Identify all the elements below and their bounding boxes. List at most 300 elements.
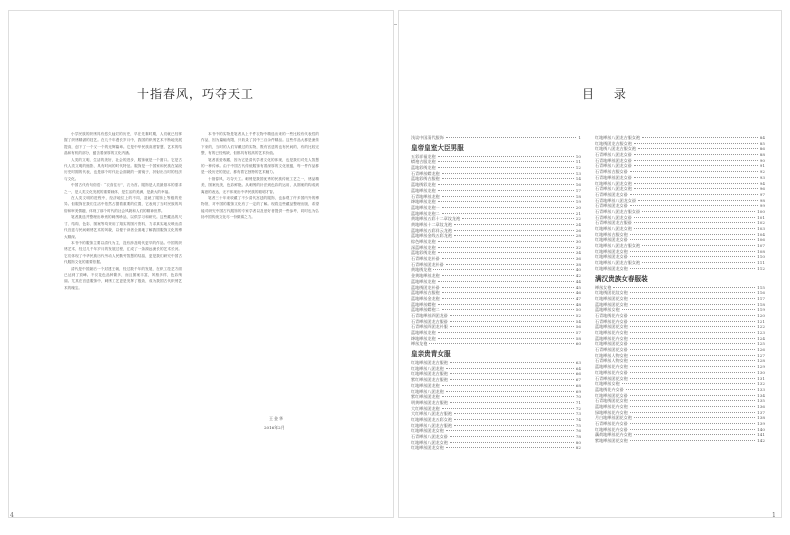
dot-leader (634, 417, 755, 418)
preface-paragraph: 十指春风，巧夺天工。刺绣是我国优秀的民族传统工艺之一，绣品精美，图案优美，色彩鲜艳。从刺绣的针法到色彩的运用，从图案的构成到寓意的表达，无不体现出中华民族的聪明才智。 (201, 176, 319, 194)
dot-leader (642, 262, 755, 263)
dot-leader (630, 251, 755, 252)
contents-entry-title: 红地缂丝团龙女袍 (411, 428, 444, 434)
contents-entry-title: 石青缂丝团花女袍 (595, 375, 628, 381)
contents-entry-page: 134 (757, 392, 765, 398)
contents-entry-title: 红地绣八团龙吉服女袍 (595, 146, 636, 152)
contents-entry-title: 蓝地缂丝吉服袍 (411, 290, 440, 296)
contents-entry-page: 40 (575, 267, 581, 273)
contents-entry-page: 118 (757, 301, 765, 307)
contents-entry-page: 64 (575, 365, 581, 371)
contents-entry-page: 34 (575, 250, 581, 256)
contents-entry-title: 红地缂丝人物女袍 (595, 352, 628, 358)
contents-entry-title: 石青缂丝八团龙女褂 (411, 434, 448, 439)
dot-leader (630, 343, 755, 344)
contents-entry-title: 石青缂丝龙补褂 (411, 256, 440, 262)
contents-entry-page: 129 (757, 364, 765, 370)
dot-leader (630, 412, 755, 413)
dot-leader (438, 184, 574, 185)
contents-page (398, 10, 782, 518)
contents-entry-title: 蓝地绣彩龙袍 (411, 182, 436, 188)
contents-entry-page: 93 (759, 174, 765, 180)
contents-entry-title: 紫红缂丝团龙吉服袍 (411, 377, 448, 383)
contents-entry-title: 红地缂丝团花女袍 (595, 295, 628, 301)
dot-leader (450, 315, 574, 316)
dot-leader (630, 355, 755, 356)
contents-entry-page: 102 (757, 220, 765, 226)
dot-leader (630, 298, 755, 299)
contents-column-2 (595, 135, 765, 444)
contents-entry-page: 68 (575, 382, 581, 388)
contents-section-heading: 皇亲贵胄女服 (411, 350, 451, 359)
contents-entry-title: 蓝地缂丝花卉女袍 (595, 364, 628, 370)
preface-column-2 (201, 131, 319, 377)
contents-entry-title: 蓝地绣花卉女褂 (595, 386, 624, 392)
dot-leader (438, 304, 574, 305)
contents-entry-title: 蓝地缂丝五彩祥云龙袍 (411, 227, 452, 233)
contents-entry-page: 139 (757, 421, 765, 426)
contents-entry-page: 86 (759, 146, 765, 152)
contents-entry-title: 石青缂丝团龙吉服褂 (595, 220, 632, 226)
dot-leader (634, 177, 758, 178)
contents-entry-page: 130 (757, 369, 765, 375)
contents-entry-page: 28 (575, 233, 581, 239)
contents-entry-title: 红地缂丝团龙五彩女袍 (411, 416, 452, 422)
contents-entry-title: 红地缂丝女袍 (595, 381, 620, 387)
contents-entry-title: 石青地绣花卉女褂 (595, 312, 628, 318)
contents-entry-page: 135 (757, 398, 765, 404)
contents-entry-page: 73 (575, 411, 581, 417)
dot-leader (634, 228, 755, 229)
contents-title: 目 录 (582, 87, 634, 101)
contents-entry-page: 108 (757, 248, 765, 254)
contents-entry-title: 黄地缂丝十二章纹龙袍 (411, 221, 452, 227)
contents-entry[interactable] (595, 438, 765, 444)
contents-entry-title: 石青缂丝团龙女褂 (595, 191, 628, 197)
contents-entry-title: 红地绣团花纹女袍 (595, 290, 628, 296)
contents-entry-title: 紫红缂丝团龙袍 (411, 394, 440, 400)
contents-entry-title: 石青缂丝蟒龙袍 (411, 170, 440, 176)
dot-leader (438, 252, 574, 253)
contents-entry-page: 11 (575, 159, 581, 165)
contents-entry-title: 红地缂丝团花女褂 (595, 392, 628, 398)
dot-leader (442, 173, 574, 174)
contents-entry-page: 101 (757, 214, 765, 220)
contents-entry-page: 67 (575, 377, 581, 383)
preface-paragraph: 本书中的实物是笔者从上千件衣物中精选出来的一些比较有代表性的作品，因为篇幅有限，只收录了其中三百余件精品。这些作品大都是流传下来的，当时的人们穿戴过的实物，既有宫廷的也有民间的，有的比较完整，有的已经残缺，但都具有较高的艺术价值。 (201, 132, 319, 156)
contents-entry-title: 红地缂丝八团龙女袍 (595, 180, 632, 186)
contents-entry-page: 142 (757, 438, 765, 444)
contents-entry-title: 红地缂丝团龙女袍 (595, 265, 628, 271)
contents-entry-page: 47 (575, 295, 581, 301)
contents-entry-title: 蓝地缂丝女袍 (595, 307, 620, 313)
dot-leader (638, 148, 758, 149)
contents-entry-page: 70 (575, 394, 581, 400)
dot-leader (454, 413, 574, 414)
contents-entry-title: 石青缂丝吉服女褂 (595, 169, 628, 175)
dot-leader (642, 211, 755, 212)
contents-entry-title: 蓝地彩绣吉服袍 (411, 176, 440, 182)
contents-entry-title: 蓝地缂丝龙袍 (411, 330, 436, 335)
contents-entry-title: 石青缂丝人物女袍 (595, 358, 628, 364)
contents-entry-title: 蓝地彩绣龙袍 (411, 250, 436, 256)
contents-entry-title: 五彩祥福龙袍 (411, 153, 436, 159)
contents-entry-page: 80 (575, 439, 581, 445)
contents-entry-title: 蓝地缂丝金龙袍 (411, 295, 440, 301)
dot-leader (446, 368, 574, 369)
contents-entry-page: 91 (759, 163, 765, 169)
contents-entry-page: 103 (757, 226, 765, 231)
contents-entry-title: 红地缂丝花卉女褂 (595, 369, 628, 375)
dot-leader (630, 205, 758, 206)
contents-entry-title: 月白地缂丝团花女袍 (595, 415, 632, 421)
contents-entry-page: 115 (757, 284, 765, 290)
contents-section-heading: 满汉贵族女春服装 (595, 274, 648, 283)
contents-entry-page: 132 (757, 381, 765, 387)
dot-leader (450, 379, 574, 380)
contents-entry-title: 石青缂丝团龙吉服褂 (411, 318, 448, 324)
preface-paragraph: 笔者挑选并整理出珍贵的刺绣珍品，以供学习和研究。这些藏品的尺寸、结构、色彩、图案等均采用了翔实的图片资料，力求真实地反映出清代宫廷与民间刺绣艺术的风貌，以便于读者全面地了解我国服饰文化的博大精深。 (64, 215, 182, 239)
contents-entry-page: 30 (575, 239, 581, 244)
dot-leader (438, 161, 574, 162)
contents-entry-title: 红地缂丝团龙女褂 (595, 237, 628, 243)
dot-leader (446, 430, 574, 431)
contents-entry-title: 红地缂丝八团龙吉服女袍 (595, 243, 641, 249)
dot-leader (630, 171, 758, 172)
dot-leader (454, 419, 574, 420)
contents-entry-page: 92 (759, 169, 765, 175)
book-spread (8, 10, 782, 518)
contents-entry-title: 绛地缂丝龙袍 (411, 199, 436, 205)
contents-entry-title: 蓝地缂丝蟒袍 (411, 301, 436, 307)
contents-entry-page: 136 (757, 403, 765, 409)
contents-entry-page: 24 (575, 221, 581, 227)
contents-entry-page: 48 (575, 301, 581, 307)
dot-leader (450, 436, 574, 437)
contents-entry-page: 119 (757, 307, 765, 313)
dot-leader (634, 165, 758, 166)
dot-leader (446, 447, 574, 448)
dot-leader (630, 423, 755, 424)
contents-entry-page: 123 (757, 330, 765, 335)
contents-entry-page: 82 (575, 445, 581, 451)
preface-author: 王金华 (269, 416, 284, 421)
dot-leader (630, 256, 755, 257)
dot-leader (630, 395, 755, 396)
dot-leader (630, 268, 755, 269)
dot-leader (442, 196, 574, 197)
dot-leader (450, 373, 574, 374)
contents-entry-page: 90 (759, 157, 765, 163)
dot-leader (634, 160, 758, 161)
dot-leader (630, 429, 755, 430)
contents-entry-title: 红地缂丝团龙女袍 (595, 248, 628, 254)
contents-entry-page: 52 (575, 312, 581, 318)
dot-leader (442, 275, 574, 276)
contents-entry-title: 红地缂丝团龙袍 (411, 382, 440, 388)
contents-entry-title: 石青缂丝团龙补褂 (411, 261, 444, 267)
dot-leader (442, 258, 574, 259)
contents-entry-title: 绿地缂丝花卉女袍 (595, 409, 628, 415)
preface-page (8, 10, 394, 518)
contents-entry-page: 16 (575, 182, 581, 188)
contents-entry-title: 蓝地缂丝花卉女袍 (595, 335, 628, 341)
contents-entry-title: 绛地缂丝龙袍 (411, 335, 436, 341)
contents-entry-title: 石青地缂丝八团龙女褂 (595, 197, 636, 203)
contents-entry-page: 69 (575, 388, 581, 394)
contents-entry-page: 84 (759, 135, 765, 140)
contents-entry-page: 18 (575, 193, 581, 199)
contents-entry[interactable] (595, 266, 765, 272)
dot-leader (442, 298, 574, 299)
contents-entry-page: 96 (759, 186, 765, 192)
contents-entry-page: 20 (575, 204, 581, 210)
contents-entry-page: 120 (757, 312, 765, 318)
contents-entry-page: 85 (759, 140, 765, 146)
contents-entry-title: 黄地绣龙袍 (411, 267, 432, 273)
dot-leader (622, 383, 756, 384)
contents-entry-page: 26 (575, 227, 581, 233)
preface-title: 十指春风，巧夺天工 (137, 87, 255, 101)
contents-entry-title: 石青缂丝八团龙女褂 (595, 214, 632, 220)
dot-leader (634, 217, 755, 218)
contents-entry-title: 红地缂丝八团龙吉服女袍 (595, 260, 641, 266)
contents-entry-page: 56 (575, 324, 581, 330)
dot-leader (450, 326, 574, 327)
contents-entry-title: 蓝地缂丝龙袍一 (411, 204, 440, 210)
contents-entry-title: 蓝地缂丝金线五彩龙袍 (411, 233, 452, 239)
contents-entry-title: 蓝地缂丝龙袍二 (411, 210, 440, 216)
dot-leader (634, 222, 755, 223)
dot-leader (450, 321, 574, 322)
contents-entry-title: 红地缂丝团龙女袍 (411, 445, 444, 451)
contents-entry-page: 133 (757, 386, 765, 392)
dot-leader (638, 200, 758, 201)
contents-entry-title: 蓝地彩绣龙袍 (411, 165, 436, 171)
dot-leader (442, 178, 574, 179)
contents-entry-title: 石青缂丝八团龙女袍 (595, 186, 632, 192)
contents-entry-title: 蟒袍吉服龙袍 (411, 159, 436, 165)
dot-leader (442, 292, 574, 293)
dot-leader (634, 434, 755, 435)
right-page-number: 1 (772, 512, 776, 519)
contents-entry-title: 明黄缂丝团龙吉服袍 (411, 399, 448, 405)
contents-entry-page: 74 (575, 416, 581, 422)
dot-leader (438, 167, 574, 168)
contents-entry-page: 126 (757, 347, 765, 353)
contents-entry-page: 128 (757, 358, 765, 364)
contents-entry-page: 14 (575, 176, 581, 182)
contents-entry-page: 44 (575, 278, 581, 284)
preface-date: 2016年2月 (264, 425, 285, 430)
contents-entry-page: 12 (575, 165, 581, 171)
contents-entry-page: 78 (575, 434, 581, 439)
contents-entry-title: 石青地缂丝龙袍 (411, 193, 440, 199)
dot-leader (630, 234, 755, 235)
contents-entry[interactable] (411, 135, 581, 141)
contents-entry-title: 红地缂丝团花女褂 (595, 341, 628, 347)
contents-entry-page: 58 (575, 335, 581, 341)
contents-entry-title: 棕色缂丝龙袍 (411, 239, 436, 244)
preface-paragraph: 笔者三十年来收藏了不少清代宫廷的服饰，也参观了许多国内外的博物馆，对中国的服饰文化有了一定的了解。现将这些藏品整理出版，希望能对研究中国古代服饰的专家学者以及爱好者提供一些参考，同时也为弘扬中国传统文化尽一份微薄之力。 (201, 196, 319, 220)
contents-entry-page: 111 (757, 260, 765, 266)
contents-entry-page: 125 (757, 341, 765, 347)
contents-entry-page: 72 (575, 405, 581, 411)
dot-leader (634, 188, 758, 189)
dot-leader (429, 343, 573, 344)
dot-leader (450, 442, 574, 443)
dot-leader (442, 213, 574, 214)
dot-leader (446, 391, 574, 392)
dot-leader (450, 402, 574, 403)
dot-leader (442, 287, 574, 288)
contents-entry-page: 106 (757, 237, 765, 243)
dot-leader (438, 338, 574, 339)
dot-leader (630, 360, 755, 361)
dot-leader (630, 372, 755, 373)
contents-column-1 (411, 135, 581, 451)
contents-entry-title: 石青缂丝八团龙女褂 (595, 163, 632, 169)
contents-entry-title: 石青缂丝八团龙女褂 (595, 152, 632, 158)
contents-entry-page: 124 (757, 335, 765, 341)
dot-leader (438, 332, 574, 333)
contents-entry-title: 蓝地绣团龙补褂 (411, 284, 440, 290)
contents-entry-page: 140 (757, 426, 765, 432)
contents-entry-page: 116 (757, 290, 765, 296)
preface-paragraph: 本书中的服饰主要以清代为主，没有涉及明代更早的作品。中国的织绣艺术，经过几千年岁月的发展过程，汇成了一条源远流长的艺术长河。它们体现了中华民族历代劳动人民勤劳智慧的结晶，更是我们研究中国古代服饰文化的重要依据。 (64, 240, 182, 265)
contents-entry-page: 137 (757, 409, 765, 415)
contents-entry-title: 黄地缂丝五彩十二章纹龙袍 (411, 216, 461, 222)
dot-leader (630, 321, 755, 322)
contents-entry-page: 71 (575, 399, 581, 405)
dot-leader (642, 245, 755, 246)
contents-entry-title: 石青地缂丝团龙女褂 (595, 174, 632, 180)
contents-entry-title: 石青缂丝四团龙补服 (411, 324, 448, 330)
dot-leader (433, 269, 573, 270)
contents-entry-title: 红地缂丝八团龙袍 (411, 365, 444, 371)
contents-entry-page: 138 (757, 415, 765, 421)
dot-leader (634, 183, 758, 184)
dot-leader (438, 281, 574, 282)
dot-leader (438, 247, 574, 248)
preface-paragraph: 中国古代有句俗语：“衣食住行”，衣为首。服饰是人类最基本的需求之一，是人类文化发展的重要载体，是生活的美满，是最大的幸福。 (64, 183, 182, 194)
contents-entry-title: 大红缂丝团龙袍 (411, 405, 440, 411)
contents-entry-page: 121 (757, 318, 765, 324)
dot-leader (446, 264, 574, 265)
contents-entry-page: 60 (575, 341, 581, 347)
contents-entry-title: 石青缂丝团龙女褂 (595, 203, 628, 209)
contents-entry-title: 红地缂丝八团龙女袍 (411, 439, 448, 445)
dot-leader (438, 156, 574, 157)
left-page-number: 4 (10, 512, 14, 519)
dot-leader (630, 349, 755, 350)
dot-leader (442, 385, 574, 386)
dot-leader (630, 338, 755, 339)
contents-entry-page: 75 (575, 422, 581, 428)
contents-entry-page: 76 (575, 428, 581, 434)
contents-entry-title: 红地缂丝团龙吉服袍 (411, 371, 448, 377)
dot-leader (454, 230, 574, 231)
dot-leader (630, 440, 755, 441)
contents-entry[interactable] (411, 341, 581, 347)
contents-entry-title: 缂丝龙袍 (411, 341, 428, 347)
contents-entry-title: 大红缂丝八团龙吉服袍 (411, 411, 452, 417)
dot-leader (634, 154, 758, 155)
dot-leader (630, 366, 755, 367)
contents-entry-page: 21 (575, 210, 581, 216)
contents-entry-page: 117 (757, 295, 765, 301)
contents-entry-page: 94 (759, 180, 765, 186)
dot-leader (438, 190, 574, 191)
contents-entry-title: 红地缂丝八团龙吉服女袍 (595, 135, 641, 140)
contents-entry-title: 蓝地缂丝花卉女袍 (595, 403, 628, 409)
dot-leader (442, 207, 574, 208)
contents-entry-title: 石青地缂丝团龙女褂 (595, 157, 632, 163)
contents-entry-title: 红地缂丝八团龙袍 (411, 388, 444, 394)
contents-entry-title: 石青地绣团花女袍 (595, 398, 628, 404)
dot-leader (630, 292, 755, 293)
contents-entry-title: 红地缂丝花卉女褂 (595, 426, 628, 432)
dot-leader (642, 137, 758, 138)
contents-entry-page: 45 (575, 284, 581, 290)
contents-entry-title: 藕荷地缂丝花卉女袍 (595, 432, 632, 438)
contents-entry-page: 99 (759, 203, 765, 209)
contents-entry-page: 1 (578, 135, 581, 140)
contents-entry-page: 42 (575, 273, 581, 279)
dot-leader (630, 406, 755, 407)
contents-entry-title: 紫地缂丝团花女袍 (595, 438, 628, 444)
dot-leader (454, 425, 574, 426)
contents-entry-page: 17 (575, 187, 581, 193)
contents-entry-page: 122 (757, 324, 765, 330)
dot-leader (462, 218, 574, 219)
contents-entry-title: 金黄地缂丝龙袍 (411, 273, 440, 279)
contents-entry-title: 红地缂丝花卉女袍 (595, 330, 628, 335)
contents-entry[interactable] (411, 445, 581, 451)
contents-entry-title: 红地缂丝八团龙女袍 (595, 226, 632, 231)
dot-leader (630, 315, 755, 316)
dot-leader (454, 224, 574, 225)
preface-paragraph: 清代是中国最后一个封建王朝，经过数千年的发展，在织工技艺方面已达到了顶峰。不仅花色品种繁多，而且图案丰富，风格多样，色彩绚丽。尤其在宫廷服饰中，刺绣工艺更是发挥了极致，成为我国古代织绣艺术的瑰宝。 (64, 266, 182, 290)
contents-entry-title: 石青缂丝八团龙吉服女褂 (595, 208, 641, 214)
dot-leader (630, 378, 755, 379)
contents-entry-title: 红地缂丝八团龙吉服袍 (411, 422, 452, 428)
contents-entry-title: 红地缂丝团龙女褂 (595, 254, 628, 260)
contents-entry-page: 98 (759, 197, 765, 203)
contents-entry-page: 88 (759, 152, 765, 158)
contents-entry-page: 38 (575, 261, 581, 267)
contents-entry-title: 石青缂丝花卉女褂 (595, 318, 628, 324)
contents-section-heading: 皇帝皇室大臣男服 (411, 143, 464, 152)
contents-entry-title: 深蓝缂丝龙袍 (411, 244, 436, 250)
contents-entry-page: 107 (757, 243, 765, 249)
preface-column-1 (64, 131, 182, 499)
dot-leader (454, 235, 574, 236)
contents-entry-title: 石青缂丝团花女褂 (595, 347, 628, 353)
contents-entry-page: 10 (575, 153, 581, 159)
dot-leader (630, 400, 755, 401)
contents-entry-page: 63 (575, 360, 581, 366)
contents-entry-title: 红地缂丝吉服女袍 (595, 231, 628, 237)
preface-paragraph: 在人类文明的进程中，经济地位上的不同，造就了服饰上等级的差异。但服饰在我们生活中依然占据着重要的位置，它表现了当时民族的风俗和审美情趣，体现了那个时代的社会风貌和人们的精神世界。 (64, 196, 182, 213)
contents-entry-page: 19 (575, 199, 581, 205)
contents-entry-title: 红地缂丝团龙吉服袍 (411, 360, 448, 366)
contents-entry-page: 131 (757, 375, 765, 381)
preface-paragraph: 人类的文明，生活的美好，社会的进步，服饰就是一个窗口。它是古代人类文明的缩影，具有时间的时代特征。服饰是一个国家和民族在某段历史时期的代表，也是那个时代社会面貌的一面镜子，折射出当时的经济与文化。 (64, 157, 182, 181)
dot-leader (438, 241, 574, 242)
dot-leader (634, 143, 758, 144)
dot-leader (446, 137, 577, 138)
